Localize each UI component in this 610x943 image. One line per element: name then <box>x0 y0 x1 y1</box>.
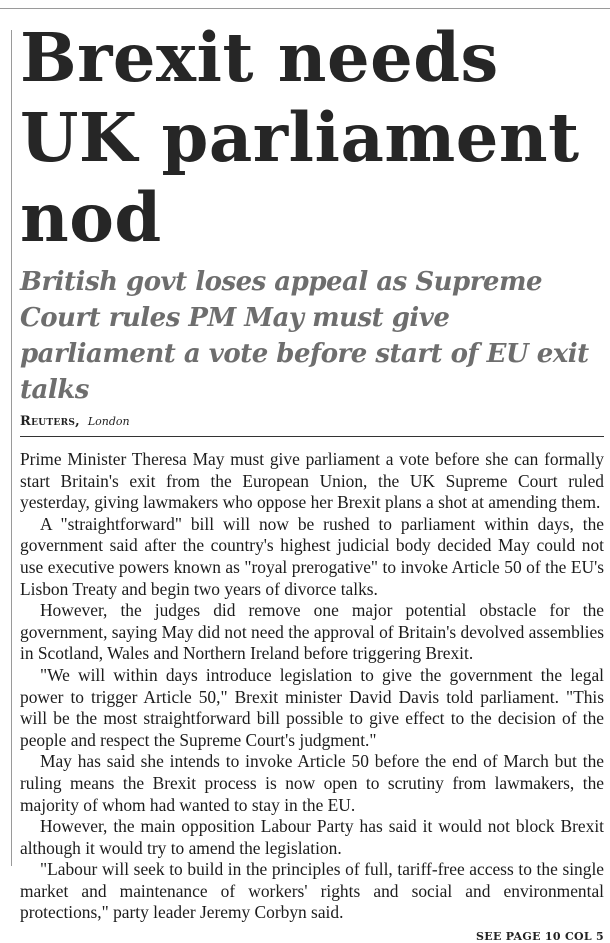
paragraph: However, the judges did remove one major potential obstacle for the government, saying May did not need the approval of Britain's devolved assemblies in Scotland, Wales and Northern Ireland before triggering Brexit. <box>20 600 604 664</box>
subheadline: British govt loses appeal as Supreme Court rules PM May must give parliament a vote before start of EU exit talks <box>20 267 589 405</box>
continuation-note: SEE PAGE 10 COL 5 <box>476 930 604 943</box>
top-rule <box>0 8 610 9</box>
byline <box>20 413 604 437</box>
article <box>20 18 604 943</box>
paragraph: However, the main opposition Labour Party has said it would not block Brexit although it would try to amend the legislation. <box>20 816 604 858</box>
paragraph: A "straightforward" bill will now be rushed to parliament within days, the government said after the country's highest judicial body decided May could not use executive powers known as "royal prerogative" to invoke Article 50 of the EU's Lisbon Treaty and begin two years of divorce talks. <box>20 513 604 599</box>
paragraph: May has said she intends to invoke Article 50 before the end of March but the ruling means the Brexit process is now open to scrutiny from lawmakers, the majority of whom had wanted to stay in the EU. <box>20 751 604 815</box>
paragraph: "Labour will seek to build in the principles of full, tariff-free access to the single market and maintenance of workers' rights and social and environmental protections," party leader Jeremy Corbyn said. <box>20 859 604 923</box>
article-body <box>20 449 604 924</box>
byline-location: London <box>87 415 130 428</box>
headline: Brexit needs UK parliament nod <box>20 18 580 257</box>
column-rule <box>11 30 12 866</box>
byline-agency: Reuters, <box>20 414 80 429</box>
paragraph: Prime Minister Theresa May must give parliament a vote before she can formally start Britain's exit from the European Union, the UK Supreme Court ruled yesterday, giving lawmakers who oppose her Brexit plans a shot at amending them. <box>20 449 604 513</box>
paragraph: "We will within days introduce legislation to give the government the legal power to trigger Article 50," Brexit minister David Davis told parliament. "This will be the most straightforward bill possible to give effect to the decision of the people and respect the Supreme Court's judgment." <box>20 664 604 750</box>
